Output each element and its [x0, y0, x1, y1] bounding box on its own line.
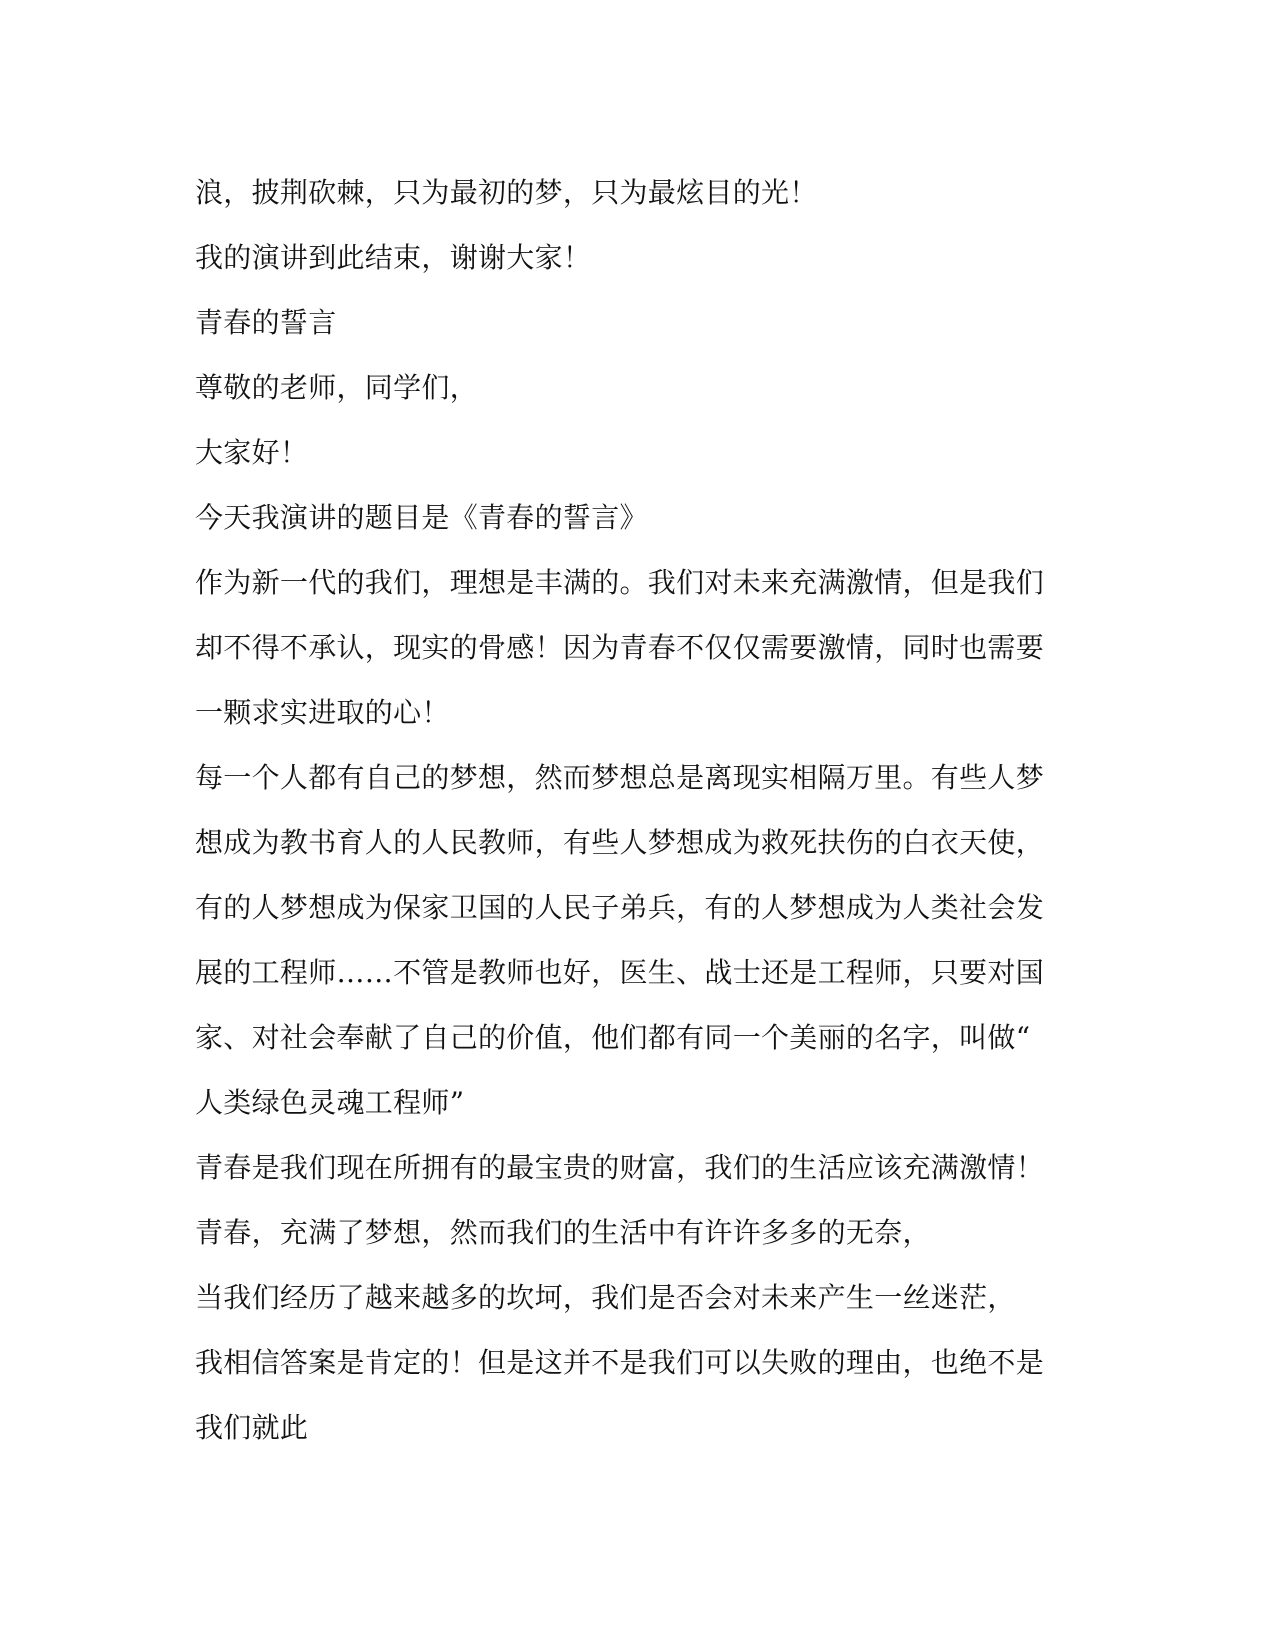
text-line: 尊敬的老师，同学们， [195, 371, 479, 404]
text-line: 今天我演讲的题目是《青春的誓言》 [195, 501, 648, 534]
text-line: 展的工程师……不管是教师也好，医生、战士还是工程师，只要对国 [195, 956, 1045, 989]
section-heading: 青春的誓言 [195, 306, 337, 339]
text-line: 家、对社会奉献了自己的价值，他们都有同一个美丽的名字，叫做“ [195, 1021, 1031, 1054]
text-line: 大家好！ [195, 436, 309, 469]
text-line: 作为新一代的我们，理想是丰满的。我们对未来充满激情，但是我们 [195, 566, 1045, 599]
text-line: 我们就此 [195, 1411, 309, 1444]
text-line: 一颗求实进取的心！ [195, 696, 450, 729]
text-line: 我相信答案是肯定的！但是这并不是我们可以失败的理由，也绝不是 [195, 1346, 1045, 1379]
text-line: 青春是我们现在所拥有的最宝贵的财富，我们的生活应该充满激情！ [195, 1151, 1045, 1184]
text-line: 却不得不承认，现实的骨感！因为青春不仅仅需要激情，同时也需要 [195, 631, 1045, 664]
document-body [195, 160, 1075, 1460]
text-line: 想成为教书育人的人民教师，有些人梦想成为救死扶伤的白衣天使， [195, 826, 1045, 859]
text-line: 我的演讲到此结束，谢谢大家！ [195, 241, 592, 274]
text-line: 浪，披荆砍棘，只为最初的梦，只为最炫目的光！ [195, 176, 818, 209]
text-line: 当我们经历了越来越多的坎坷，我们是否会对未来产生一丝迷茫， [195, 1281, 1016, 1314]
text-line: 青春，充满了梦想，然而我们的生活中有许许多多的无奈， [195, 1216, 931, 1249]
text-line: 每一个人都有自己的梦想，然而梦想总是离现实相隔万里。有些人梦 [195, 761, 1045, 794]
text-line: 人类绿色灵魂工程师” [195, 1086, 465, 1119]
text-line: 有的人梦想成为保家卫国的人民子弟兵，有的人梦想成为人类社会发 [195, 891, 1045, 924]
